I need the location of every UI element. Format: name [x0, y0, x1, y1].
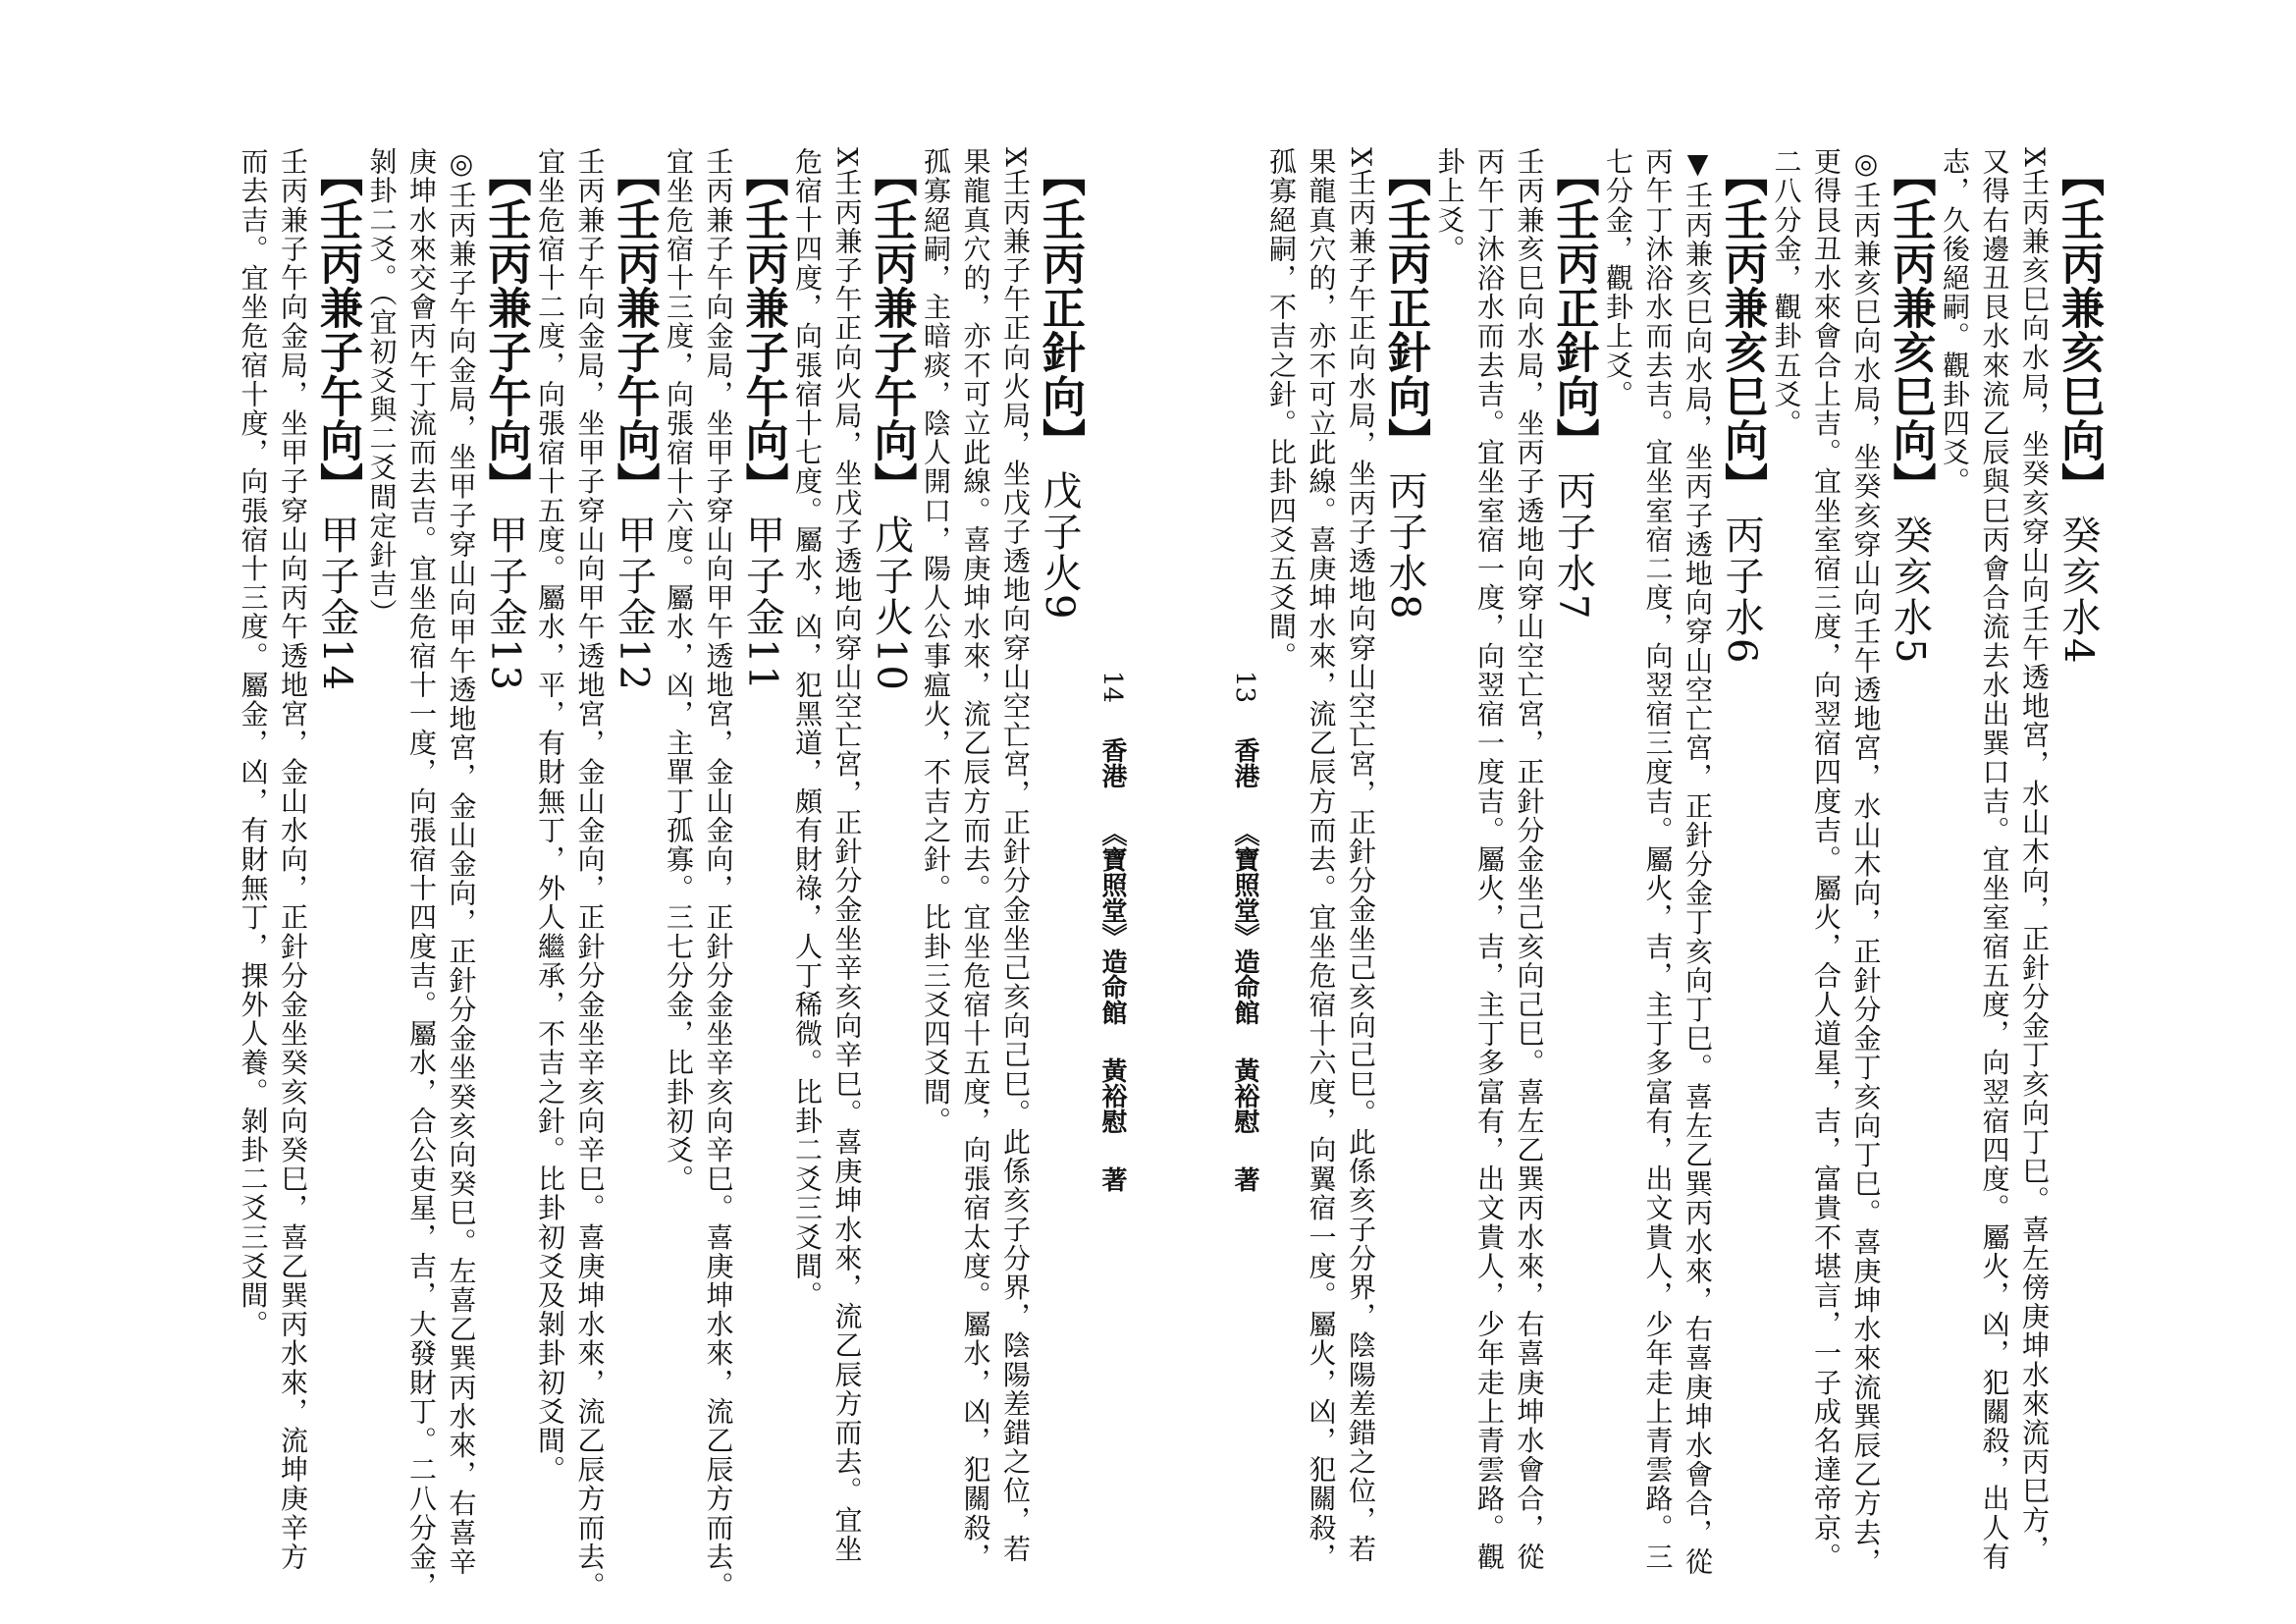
- text-column: 志，久後絕嗣。觀卦四爻。: [1939, 147, 1971, 497]
- page-13-text: [1261, 147, 2104, 1577]
- footer-authored: 著: [1097, 1166, 1127, 1193]
- entry-heading: [1035, 153, 1084, 1522]
- heading-title: 【壬丙正針向】: [1380, 153, 1430, 462]
- footer-authored: 著: [1230, 1166, 1259, 1193]
- page-number: 14: [1097, 671, 1127, 704]
- text-column: 丙午丁沐浴水而去吉。宜坐室宿一度，向翌宿一度吉。屬火，吉，主丁多富有，出文貴人，少年走上青雲路。觀: [1473, 147, 1506, 1572]
- text-column: 壬丙兼子午向金局，坐甲子穿山向甲午透地宮，金山金向，正針分金坐辛亥向辛巳。喜庚坤水來，流乙辰方而去。: [573, 147, 607, 1600]
- footer-studio: 《寶照堂》造命館: [1230, 821, 1259, 1026]
- text-column: 庚坤水來交會丙午丁流而去吉。宜坐危宿十一度，向張宿十四度吉。屬水，合公吏星，吉，大發財丁。二八分金，: [405, 147, 438, 1600]
- text-column: 剝卦二爻。（宜初爻與二爻間定針吉）: [365, 147, 399, 628]
- text-column: 孤寡絕嗣，主暗痰，陰人開口，陽人公事瘟火，不吉之針。比卦三爻四爻間。: [920, 147, 952, 1136]
- text-column: 丙午丁沐浴水而去吉。宜坐室宿二度，向翌宿三度吉。屬火，吉，主丁多富有，出文貴人，少年走上青雲路。三: [1641, 147, 1675, 1572]
- footer-author: 黃裕慰: [1230, 1057, 1259, 1135]
- heading-suffix: 癸亥水5: [1887, 514, 1933, 666]
- heading-title: 【壬丙兼子午向】: [312, 153, 362, 507]
- entry-heading: [481, 153, 530, 1522]
- text-column: 又得右邊丑艮水來流乙辰與巳丙會合流去水出巽口吉。宜坐室宿五度，向翌宿四度。屬火，凶，犯關殺，出人有: [1978, 147, 2011, 1572]
- text-column: ◎壬丙兼亥巳向水局，坐癸亥穿山向壬午透地宮，水山木向，正針分金丁亥向丁巳。喜庚坤水來流巽辰乙方去，: [1849, 147, 1883, 1577]
- heading-suffix: 丙子水7: [1550, 470, 1596, 622]
- entry-heading: [610, 153, 659, 1522]
- text-column: X壬丙兼子午正向水局，坐丙子透地向穿山空亡宮，正針分金坐己亥向己巳。此係亥子分界，陰陽差錯之位，若: [1345, 147, 1377, 1564]
- heading-title: 【壬丙兼亥巳向】: [1717, 153, 1767, 507]
- text-column: 更得艮丑水來會合上吉。宜坐室宿三度，向翌宿四度吉。屬火，合人道星，吉，富貴不堪言，一子成名達帝京。: [1810, 147, 1842, 1572]
- text-column: 七分金，觀卦上爻。: [1602, 147, 1634, 409]
- text-column: 孤寡絕嗣，不吉之針。比卦四爻五爻間。: [1265, 147, 1298, 671]
- text-column: 二八分金，觀卦五爻。: [1770, 147, 1803, 438]
- page-14-text: [233, 147, 1085, 1600]
- heading-suffix: 丙子水6: [1719, 514, 1764, 666]
- footer-author: 黃裕慰: [1097, 1057, 1127, 1135]
- heading-title: 【壬丙兼子午向】: [737, 153, 788, 507]
- heading-suffix: 丙子水8: [1382, 470, 1427, 622]
- heading-title: 【壬丙正針向】: [1548, 153, 1599, 462]
- text-column: 果龍真穴的，亦不可立此線。喜庚坤水來，流乙辰方而去。宜坐危宿十五度，向張宿太度。屬水，凶，犯關殺，: [959, 147, 992, 1572]
- heading-suffix: 甲子金11: [739, 514, 785, 692]
- heading-suffix: 甲子金14: [314, 514, 359, 692]
- entry-heading: [1380, 153, 1429, 1522]
- text-column: ▼壬丙兼亥巳向水局，坐丙子透地向穿山空亡宮，正針分金丁亥向丁巳。喜左乙巽丙水來，右喜庚坤水會合，從: [1682, 147, 1714, 1577]
- heading-suffix: 戊子火9: [1037, 470, 1082, 622]
- text-column: 宜坐危宿十二度，向張宿十五度。屬水，平，有財無丁，外人繼承，不吉之針。比卦初爻及剝卦初爻間。: [534, 147, 566, 1485]
- text-column: X壬丙兼子午正向火局，坐戊子透地向穿山空亡宮，正針分金坐己亥向己巳。此係亥子分界，陰陽差錯之位，若: [999, 147, 1032, 1564]
- page-footer-14: [1097, 671, 1127, 1192]
- entry-heading: [2054, 153, 2103, 1522]
- heading-title: 【壬丙兼子午向】: [866, 153, 917, 507]
- text-column: 宜坐危宿十三度，向張宿十六度。屬水，凶，主單丁孤寡。三七分金，比卦初爻。: [663, 147, 695, 1194]
- entry-heading: [738, 153, 787, 1522]
- text-column: 壬丙兼子午向金局，坐甲子穿山向丙午透地宮，金山水向，正針分金坐癸亥向癸巳，喜乙巽丙水來，流坤庚辛方: [277, 147, 309, 1572]
- heading-title: 【壬丙正針向】: [1035, 153, 1085, 462]
- text-column: 果龍真穴的，亦不可立此線。喜庚坤水來，流乙辰方而去。宜坐危宿十六度，向翼宿一度。屬火，凶，犯關殺，: [1305, 147, 1338, 1572]
- text-column: 壬丙兼亥巳向水局，坐丙子透地向穿山空亡宮，正針分金坐己亥向己巳。喜左乙巽丙水來，右喜庚坤水會合，從: [1513, 147, 1546, 1572]
- text-column: 危宿十四度，向張宿十七度。屬水，凶，犯黑道，頗有財祿，人丁稀微。比卦二爻三爻間。: [791, 147, 824, 1310]
- text-column: X壬丙兼子午正向火局，坐戊子透地向穿山空亡宮，正針分金坐辛亥向辛巳。喜庚坤水來，流乙辰方而去。宜坐: [830, 147, 864, 1564]
- text-column: 而去吉。宜坐危宿十度，向張宿十三度。屬金，凶，有財無丁，捰外人養。剝卦二爻三爻間。: [237, 147, 270, 1339]
- heading-title: 【壬丙兼亥巳向】: [1885, 153, 1936, 507]
- footer-place: 香港: [1230, 737, 1259, 789]
- text-column: ◎壬丙兼子午向金局，坐甲子穿山向甲午透地宮，金山金向，正針分金坐癸亥向癸巳。左喜乙巽丙水來，右喜辛: [445, 147, 478, 1577]
- footer-studio: 《寶照堂》造命館: [1097, 821, 1127, 1026]
- heading-title: 【壬丙兼子午向】: [609, 153, 660, 507]
- text-column: 卦上爻。: [1433, 147, 1467, 264]
- text-column: 壬丙兼子午向金局，坐甲子穿山向甲午透地宮，金山金向，正針分金坐辛亥向辛巳。喜庚坤水來，流乙辰方而去。: [702, 147, 735, 1600]
- heading-suffix: 癸亥水4: [2056, 514, 2101, 666]
- page-number: 13: [1230, 671, 1259, 704]
- heading-title: 【壬丙兼亥巳向】: [2054, 153, 2104, 507]
- page-footer-13: [1230, 671, 1259, 1192]
- entry-heading: [867, 153, 916, 1522]
- entry-heading: [312, 153, 361, 1522]
- heading-title: 【壬丙兼子午向】: [480, 153, 531, 507]
- heading-suffix: 戊子火10: [868, 514, 914, 692]
- heading-suffix: 甲子金13: [482, 514, 528, 692]
- heading-suffix: 甲子金12: [611, 514, 657, 692]
- entry-heading: [1549, 153, 1598, 1522]
- text-column: X壬丙兼亥巳向水局，坐癸亥穿山向壬午透地宮，水山木向，正針分金丁亥向丁巳。喜左傍庚坤水來流丙巳方，: [2018, 147, 2051, 1564]
- footer-place: 香港: [1097, 737, 1127, 789]
- entry-heading: [1886, 153, 1935, 1522]
- entry-heading: [1717, 153, 1766, 1522]
